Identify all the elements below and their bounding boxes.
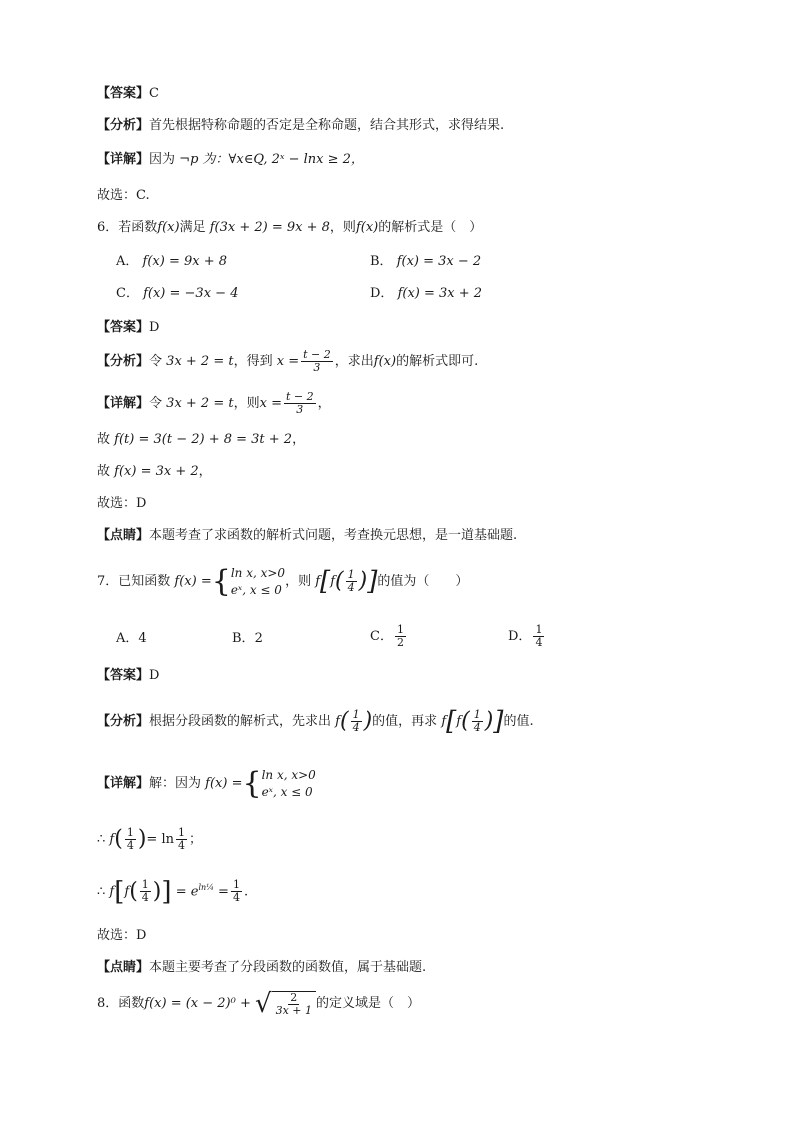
option-value: 4 [138,631,147,646]
f: f [441,714,447,729]
q7-option-d [508,622,546,652]
comment-text: 本题主要考查了分段函数的函数值，属于基础题. [149,960,427,975]
step-prefix: 故 [97,432,111,447]
comment-tag: 【点睛】 [97,528,150,543]
substitution: 3x + 2 = t [166,354,234,369]
option-value: 2 [254,631,263,646]
q8-stem-a: 8．函数 [97,996,145,1011]
fraction [351,709,362,734]
q6-stem [97,218,482,238]
numerator: t − 2 [285,390,314,403]
left-paren-icon: ( [335,568,344,594]
exp-base: e [190,884,199,900]
f: f [124,884,130,900]
left-paren-icon: ( [339,708,349,734]
detail-text: 令 [149,396,163,411]
option-value: f(x) = −3x − 4 [143,286,239,301]
right-bracket-icon: ] [161,876,172,907]
fraction [125,827,136,852]
option-label: A． [116,631,139,646]
exp-sup: ln¼ [198,883,214,892]
f: f [109,832,115,847]
case-2: eˣ, x ≤ 0 [261,784,313,799]
analysis-tag: 【分析】 [97,354,150,369]
denominator: 4 [352,721,360,734]
analysis-text: 的解析式即可. [396,354,479,369]
q7-option-b [232,626,263,652]
numerator: 1 [232,878,240,892]
case-2: eˣ, x ≤ 0 [230,582,282,597]
nested-f-expr [315,566,378,597]
option-fraction [395,624,406,649]
option-value: f(x) = 3x − 2 [396,254,482,269]
fx-eq: f(x) = [205,776,243,791]
answer-tag: 【答案】 [97,668,150,683]
fx: f(x) [373,354,397,369]
q7-detail-line [97,762,316,806]
detail-tag: 【详解】 [97,776,150,791]
equals: = [175,884,187,900]
q6-answer-line [97,318,159,338]
answer-value: D [149,320,160,335]
detail-text: 解：因为 [149,776,202,791]
option-value: f(x) = 9x + 8 [142,254,228,269]
q6-stem-b: 满足 [179,220,206,235]
q7-conclusion: 故选：D [97,928,147,943]
q6-option-d [370,284,482,304]
left-bracket-icon: [ [320,566,331,597]
f: f [330,574,335,589]
q5-conclusion: 故选：C. [97,188,150,203]
q6-option-b [370,252,481,272]
numerator: 1 [473,708,481,721]
detail-tag: 【详解】 [97,152,150,167]
q7-stem-b: ，则 [285,574,312,589]
comment-text: 本题考查了求函数的解析式问题，考查换元思想，是一道基础题. [149,528,518,543]
analysis-text: 根据分段函数的解析式，先求出 [149,714,332,729]
left-paren-icon: ( [461,708,470,734]
q6-step-2 [97,462,212,482]
substitution: 3x + 2 = t [166,396,234,411]
fraction [140,879,151,904]
q6-step-1 [97,430,305,450]
option-value: f(x) = 3x + 2 [397,286,483,301]
fraction [176,827,187,852]
answer-value: D [149,668,160,683]
q7-comment-line [97,958,426,978]
numerator: 1 [347,568,355,581]
piecewise [212,565,285,599]
answer-tag: 【答案】 [97,320,150,335]
option-label: C． [116,286,139,301]
denominator: 4 [177,839,185,852]
right-bracket-icon: ] [367,566,378,597]
q7-step-2 [97,866,248,914]
denominator: 4 [126,839,134,852]
case-1: ln x, x>0 [261,767,316,782]
analysis-tag: 【分析】 [97,118,150,133]
q6-eq: f(3x + 2) = 9x + 8 [209,220,330,235]
q8-math: f(x) = (x − 2)⁰ + [144,996,251,1011]
q7-step-1 [97,820,202,860]
left-brace-icon: { [242,765,262,801]
numerator: 1 [535,623,543,636]
step-prefix: 故 [97,464,111,479]
left-brace-icon: { [211,563,231,599]
comma: ， [292,432,306,447]
therefore-icon: ∴ [97,832,106,847]
fraction [231,879,242,904]
q8-stem [97,984,420,1024]
detail-tag: 【详解】 [97,396,150,411]
analysis-text: 首先根据特称命题的否定是全称命题，结合其形式，求得结果. [149,118,505,133]
option-fraction [533,624,544,649]
option-label: B． [370,254,393,269]
q6-stem-d: 的解析式是（ ） [378,220,483,235]
q8-stem-b: 的定义域是（ ） [316,996,421,1011]
comma: ， [198,464,212,479]
therefore-icon: ∴ [97,884,106,900]
answer-tag: 【答案】 [97,86,150,101]
q6-fx-2: f(x) [355,220,379,235]
denominator: 4 [141,891,149,905]
fraction [346,569,357,594]
denominator: 4 [347,581,355,594]
numerator: 1 [141,878,149,892]
comma: ， [317,396,331,411]
f: f [456,714,462,729]
option-label: A． [116,254,139,269]
x-eq: x = [259,396,282,411]
analysis-text: 的值，再求 [372,714,438,729]
q7-option-c [370,622,408,652]
left-paren-icon: ( [129,878,138,904]
right-paren-icon: ) [484,708,494,734]
q6-option-a [116,252,227,272]
right-paren-icon: ) [152,878,162,904]
denominator: 4 [535,636,543,649]
sqrt-expr [255,988,316,1019]
option-label: B． [232,631,255,646]
case-1: ln x, x>0 [230,565,286,580]
q6-stem-c: ，则 [329,220,356,235]
f: f [335,714,340,729]
left-bracket-icon: [ [114,876,125,907]
denominator: 3 [313,361,321,374]
numerator: 1 [352,708,360,721]
analysis-text: 令 [149,354,163,369]
equals: = [218,884,229,900]
analysis-text: ，得到 [233,354,273,369]
f: f [109,884,115,900]
answer-value: C [149,86,159,101]
fraction [301,349,333,374]
right-paren-icon: ) [358,568,368,594]
numerator: 2 [290,990,298,1004]
fraction [472,709,483,734]
numerator: 1 [396,623,404,636]
numerator: 1 [177,826,185,839]
step-math: f(t) = 3(t − 2) + 8 = 3t + 2 [114,432,293,447]
q7-stem [97,560,468,604]
analysis-text: ，求出 [334,354,374,369]
q7-option-a [116,626,147,652]
detail-text: 因为 [149,152,176,167]
numerator: t − 2 [303,348,331,361]
q6-analysis-line [97,348,478,376]
denominator: 3x + 1 [275,1003,313,1017]
q5-answer-line [97,84,159,104]
denominator: 4 [473,721,481,734]
right-paren-icon: ) [137,826,147,852]
analysis-tag: 【分析】 [97,714,150,729]
q6-option-c [116,284,238,304]
denominator: 2 [396,636,404,649]
detail-math: ¬p 为：∀x∈Q, 2ˣ − lnx ≥ 2， [179,152,364,167]
left-bracket-icon: [ [446,706,457,737]
comment-tag: 【点睛】 [97,960,150,975]
step-math: f(x) = 3x + 2 [114,464,199,479]
analysis-text: 的值. [503,714,534,729]
denominator: 4 [232,891,240,905]
detail-text: ，则 [233,396,260,411]
q6-detail-line [97,390,331,418]
f: f [315,574,321,589]
q5-detail-line [97,150,364,170]
q7-stem-c: 的值为（ ） [377,574,469,589]
q7-analysis-line [97,702,534,742]
ln: = ln [146,832,174,847]
nested-f-expr [441,706,504,737]
q5-analysis-line [97,116,504,136]
period: . [243,884,249,900]
q7-answer-line [97,666,159,686]
option-label: C． [370,629,393,644]
right-bracket-icon: ] [493,706,504,737]
left-paren-icon: ( [114,826,123,852]
q6-fx: f(x) [157,220,180,235]
option-label: D． [370,286,394,301]
q7-fx-eq: f(x) = [174,574,212,589]
option-label: D． [508,629,532,644]
q6-conclusion: 故选：D [97,496,147,511]
right-paren-icon: ) [363,708,373,734]
fraction [274,992,314,1017]
numerator: 1 [126,826,134,839]
radical-icon: √ [255,988,272,1019]
x-eq: x = [276,354,300,369]
piecewise [242,767,315,801]
q6-stem-a: 6．若函数 [97,220,158,235]
semicolon: ； [188,832,202,847]
f-quarter [335,708,373,734]
q7-stem-a: 7．已知函数 [97,574,171,589]
q6-comment-line [97,526,517,546]
denominator: 3 [296,403,304,416]
fraction [284,391,316,416]
